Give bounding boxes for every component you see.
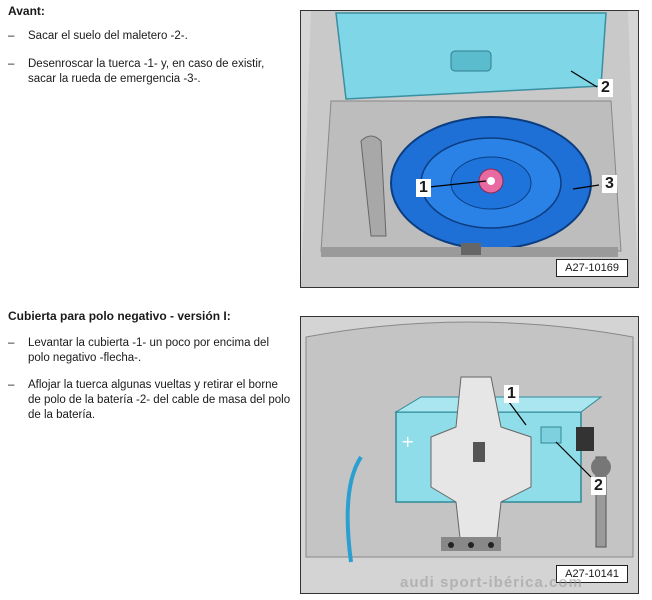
- trunk-spare-wheel-illustration: [301, 11, 638, 287]
- callout-1: 1: [504, 385, 519, 403]
- figure-battery: [300, 316, 639, 594]
- svg-text:+: +: [401, 432, 415, 451]
- step-text: Levantar la cubierta -1- un poco por encima del polo negativo -flecha-.: [28, 337, 270, 364]
- figure-id-label: A27-10141: [556, 565, 628, 583]
- watermark-text: audi sport-ibérica.com: [400, 574, 583, 591]
- figure-id-label: A27-10169: [556, 259, 628, 277]
- callout-2: 2: [591, 477, 606, 495]
- step-text: Desenroscar la tuerca -1- y, en caso de existir, sacar la rueda de emergencia -3-.: [28, 58, 265, 85]
- callout-1: 1: [416, 179, 431, 197]
- step-text: Sacar el suelo del maletero -2-.: [28, 30, 188, 42]
- section2-step-1: [8, 336, 293, 366]
- section2-heading: Cubierta para polo negativo - versión I:: [8, 309, 231, 323]
- section1-heading: Avant:: [8, 4, 45, 18]
- section1-step-1: [8, 29, 293, 44]
- callout-3: 3: [602, 175, 617, 193]
- callout-2: 2: [598, 79, 613, 97]
- figure-spare-wheel: [300, 10, 639, 288]
- section1-step-2: [8, 57, 293, 87]
- bullet-dash: –: [8, 379, 15, 391]
- step-text: Aflojar la tuerca algunas vueltas y retirar el borne de polo de la batería -2- del cable de masa del polo de la batería.: [28, 379, 291, 421]
- section2-step-2: [8, 378, 293, 423]
- bullet-dash: –: [8, 337, 15, 349]
- bullet-dash: –: [8, 58, 15, 70]
- bullet-dash: –: [8, 30, 15, 42]
- trunk-battery-illustration: [301, 317, 638, 593]
